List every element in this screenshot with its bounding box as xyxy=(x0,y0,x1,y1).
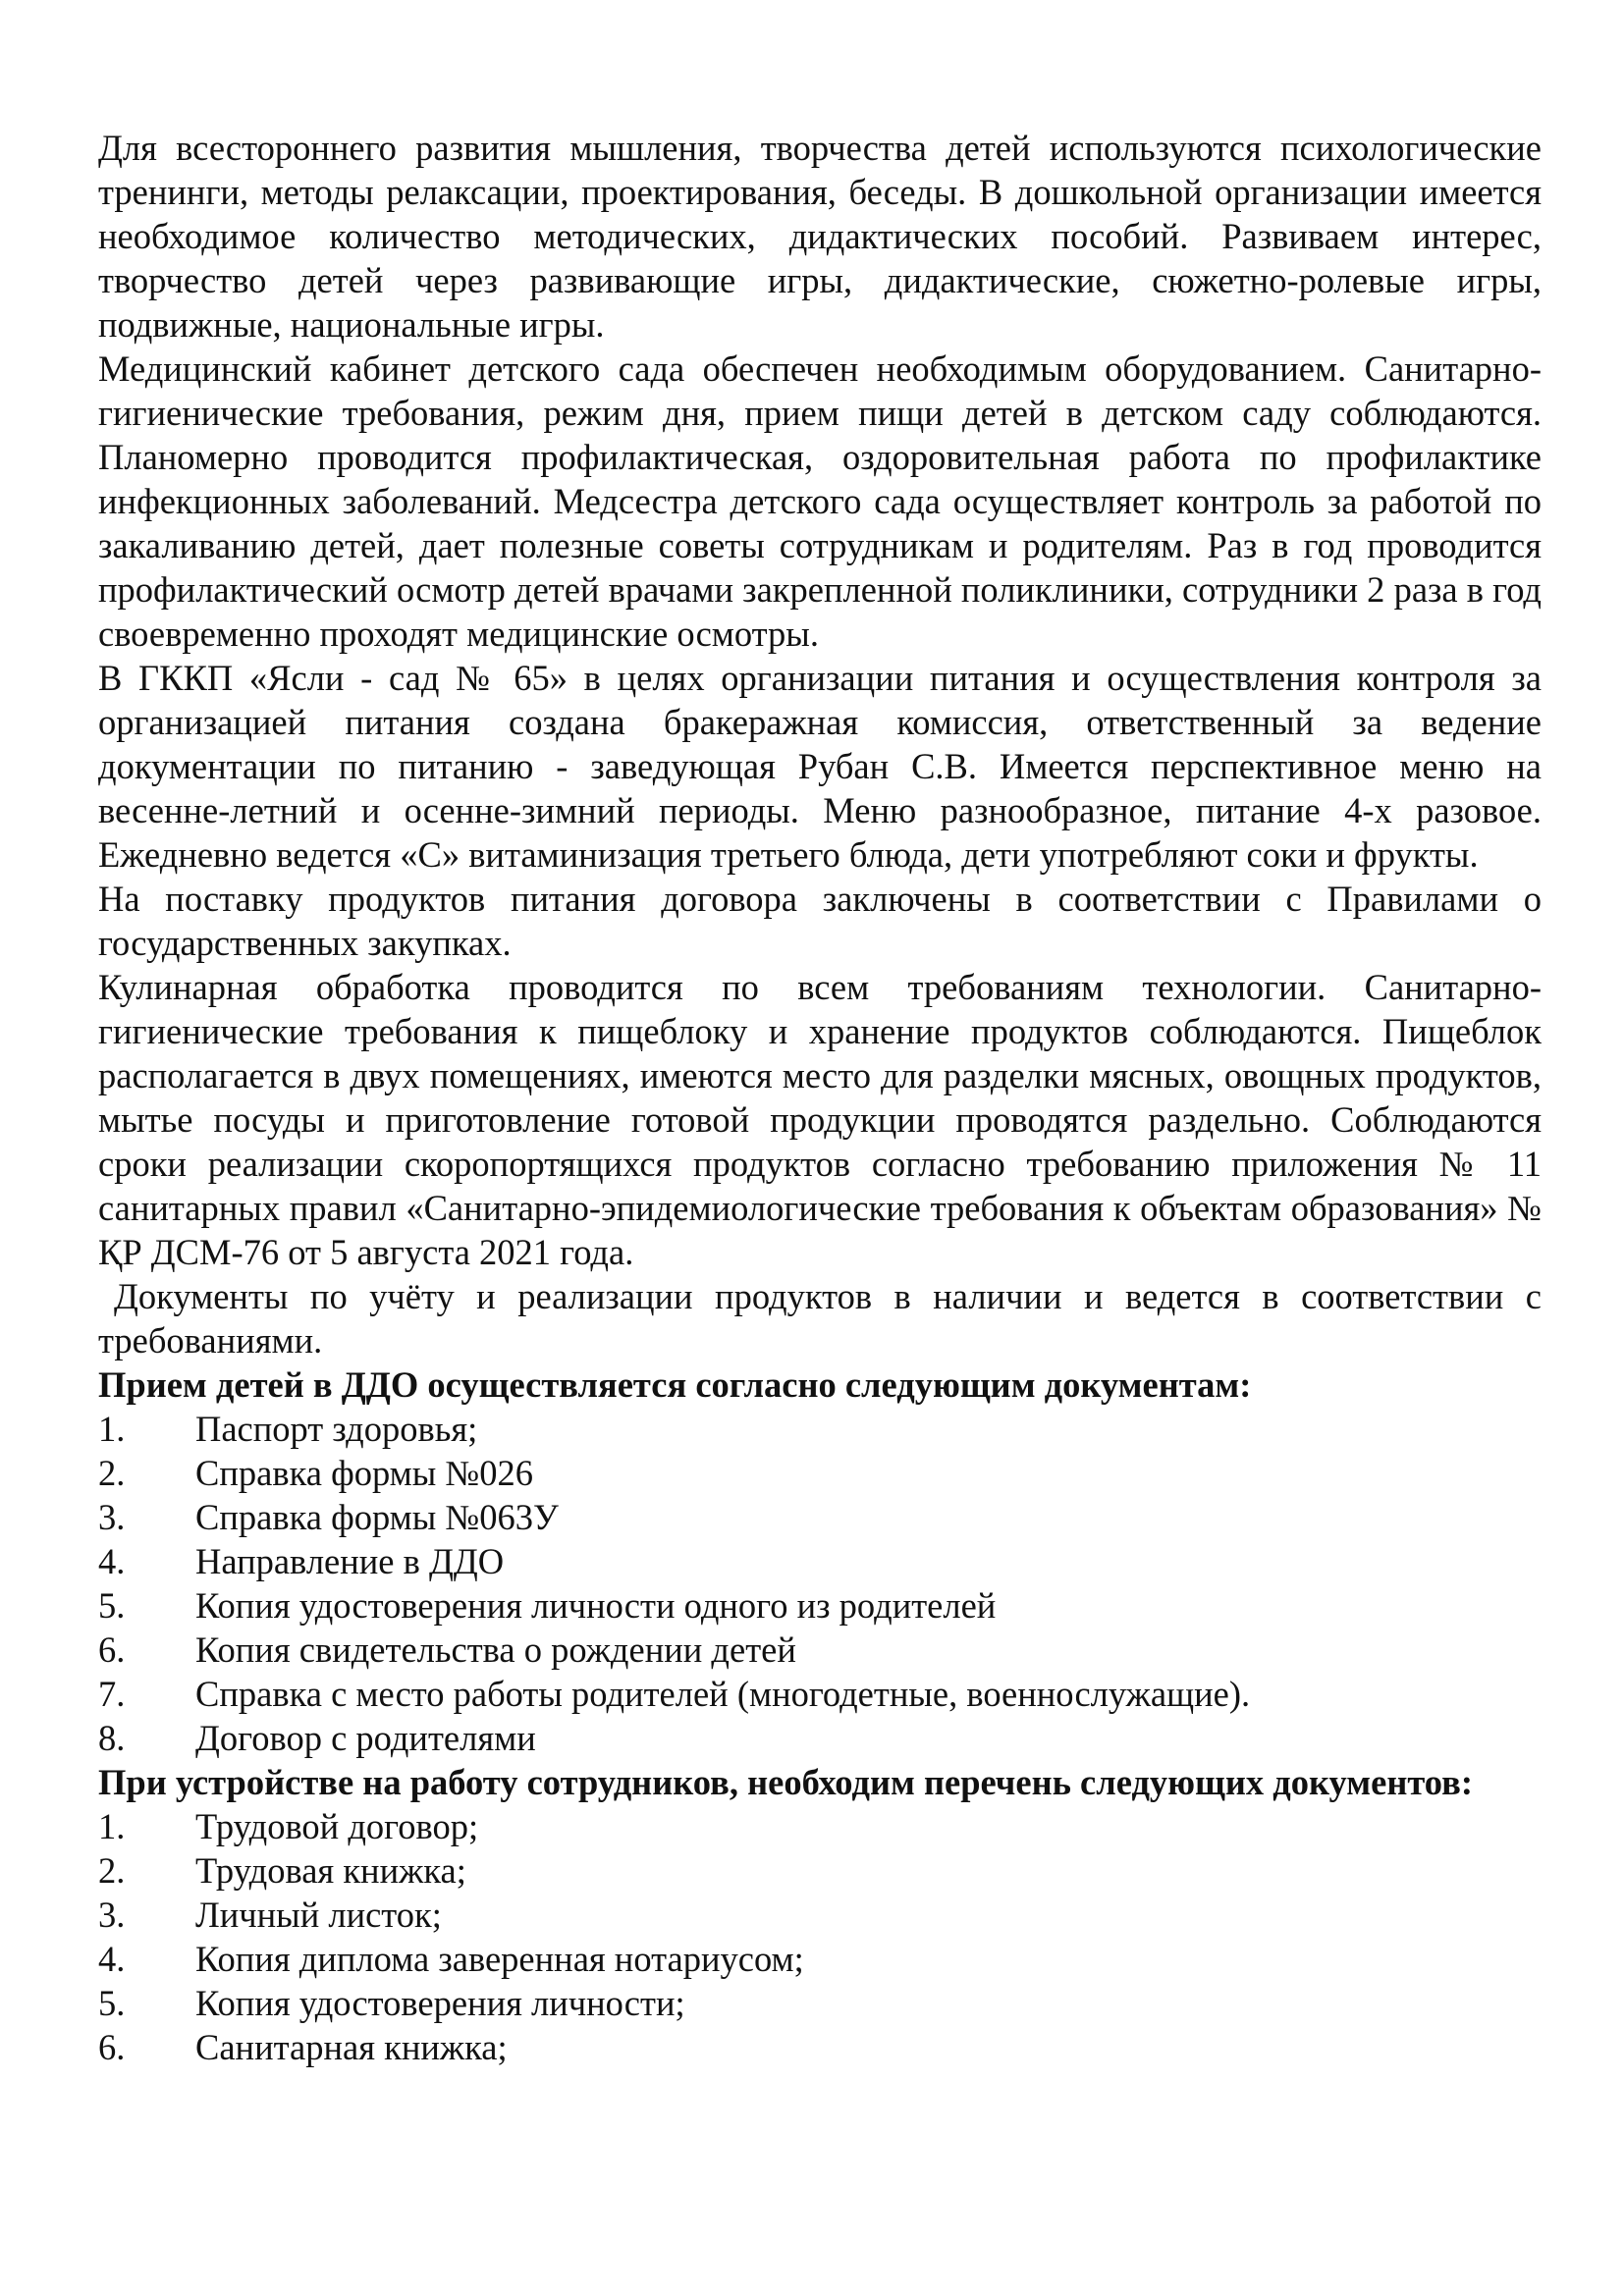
paragraph-records: Документы по учёту и реализации продуктов в наличии и ведется в соответствии с требованиями. xyxy=(98,1276,1542,1361)
list-item-number: 3. xyxy=(98,1497,126,1537)
paragraph-development: Для всестороннего развития мышления, творчества детей используются психологические тренинги, методы релаксации, проектирования, беседы. В дошкольной организации имеется необходимое количество методических, дидактических пособий. Развиваем интерес, творчество детей через развивающие игры, дидактические, сюжетно-ролевые игры, подвижные, национальные игры. xyxy=(98,128,1542,345)
list-item xyxy=(98,1672,1542,1716)
list-item-text: Копия диплома заверенная нотариусом; xyxy=(195,1939,804,1979)
list-item-text: Копия удостоверения личности одного из родителей xyxy=(195,1585,997,1626)
employment-heading: При устройстве на работу сотрудников, необходим перечень следующих документов: xyxy=(98,1762,1474,1802)
paragraph-cooking: Кулинарная обработка проводится по всем требованиям технологии. Санитарно-гигиенические требования к пищеблоку и хранение продуктов соблюдаются. Пищеблок располагается в двух помещениях, имеются место для разделки мясных, овощных продуктов, мытье посуды и приготовление готовой продукции проводятся раздельно. Соблюдаются сроки реализации скоропортящихся продуктов согласно требованию приложения № 11 санитарных правил «Санитарно-эпидемиологические требования к объектам образования» № ҚР ДСМ-76 от 5 августа 2021 года. xyxy=(98,967,1542,1272)
list-item-text: Копия свидетельства о рождении детей xyxy=(195,1629,796,1670)
list-item-number: 1. xyxy=(98,1806,126,1846)
list-item xyxy=(98,1628,1542,1672)
list-item-number: 3. xyxy=(98,1895,126,1935)
list-item xyxy=(98,1893,1542,1937)
admission-documents-list xyxy=(98,1407,1542,1760)
list-item-number: 1. xyxy=(98,1409,126,1449)
list-item-text: Копия удостоверения личности; xyxy=(195,1983,685,2023)
list-item xyxy=(98,1495,1542,1539)
list-item-number: 8. xyxy=(98,1718,126,1758)
list-item-text: Справка формы №026 xyxy=(195,1453,533,1493)
employment-documents-list xyxy=(98,1804,1542,2069)
list-item-number: 5. xyxy=(98,1983,126,2023)
list-item-number: 4. xyxy=(98,1939,126,1979)
list-item xyxy=(98,1937,1542,1981)
list-item-text: Санитарная книжка; xyxy=(195,2027,508,2067)
list-item xyxy=(98,1981,1542,2025)
list-item-text: Справка с место работы родителей (многодетные, военнослужащие). xyxy=(195,1674,1251,1714)
list-item xyxy=(98,1407,1542,1451)
list-item-number: 6. xyxy=(98,1629,126,1670)
document-page xyxy=(98,126,1542,2069)
list-item-text: Направление в ДДО xyxy=(195,1541,505,1581)
list-item xyxy=(98,1848,1542,1893)
list-item-number: 7. xyxy=(98,1674,126,1714)
list-item xyxy=(98,1716,1542,1760)
list-item-text: Трудовая книжка; xyxy=(195,1850,466,1891)
list-item-text: Трудовой договор; xyxy=(195,1806,479,1846)
list-item-text: Паспорт здоровья; xyxy=(195,1409,478,1449)
list-item xyxy=(98,1804,1542,1848)
list-item xyxy=(98,1451,1542,1495)
paragraph-nutrition: В ГККП «Ясли - сад № 65» в целях организации питания и осуществления контроля за организацией питания создана бракеражная комиссия, ответственный за ведение документации по питанию - заведующая Рубан С.В. Имеется перспективное меню на весенне-летний и осенне-зимний периоды. Меню разнообразное, питание 4-х разовое. Ежедневно ведется «С» витаминизация третьего блюда, дети употребляют соки и фрукты. xyxy=(98,658,1542,875)
list-item xyxy=(98,1539,1542,1583)
list-item-text: Договор с родителями xyxy=(195,1718,536,1758)
list-item-text: Справка формы №063У xyxy=(195,1497,559,1537)
list-item-number: 6. xyxy=(98,2027,126,2067)
list-item-number: 2. xyxy=(98,1453,126,1493)
list-item xyxy=(98,1583,1542,1628)
list-item-text: Личный листок; xyxy=(195,1895,442,1935)
list-item-number: 4. xyxy=(98,1541,126,1581)
list-item-number: 5. xyxy=(98,1585,126,1626)
admission-heading: Прием детей в ДДО осуществляется согласно следующим документам: xyxy=(98,1364,1252,1405)
list-item xyxy=(98,2025,1542,2069)
paragraph-procurement: На поставку продуктов питания договора заключены в соответствии с Правилами о государственных закупках. xyxy=(98,879,1542,963)
list-item-number: 2. xyxy=(98,1850,126,1891)
paragraph-medical: Медицинский кабинет детского сада обеспечен необходимым оборудованием. Санитарно-гигиенические требования, режим дня, прием пищи детей в детском саду соблюдаются. Планомерно проводится профилактическая, оздоровительная работа по профилактике инфекционных заболеваний. Медсестра детского сада осуществляет контроль за работой по закаливанию детей, дает полезные советы сотрудникам и родителям. Раз в год проводится профилактический осмотр детей врачами закрепленной поликлиники, сотрудники 2 раза в год своевременно проходят медицинские осмотры. xyxy=(98,348,1542,654)
